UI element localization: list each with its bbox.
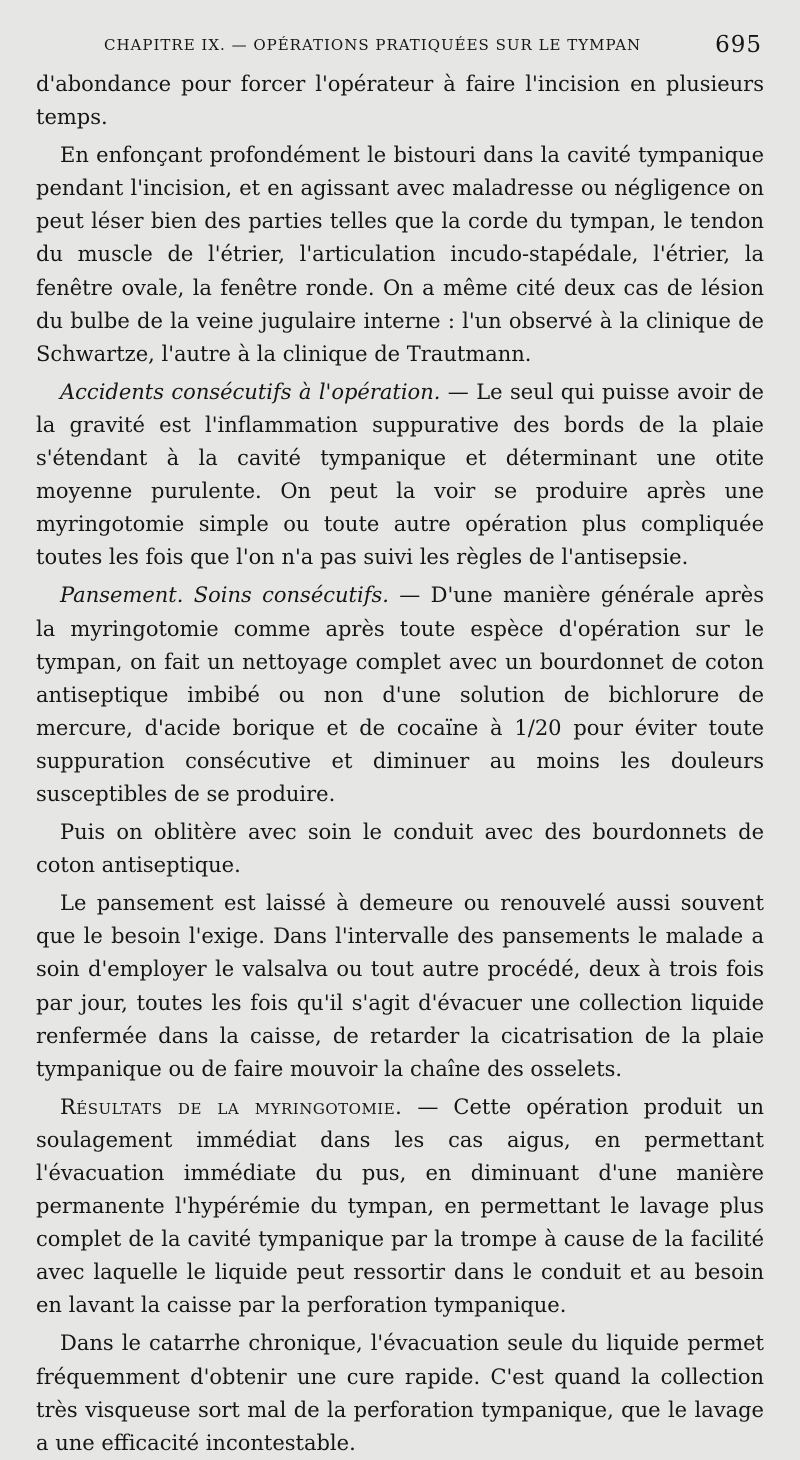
paragraph-pansement bbox=[36, 579, 764, 811]
paragraph-text: — D'une manière générale après la myringotomie comme après toute espèce d'opération sur le tympan, on fait un nettoyage complet avec un bourdonnet de coton antiseptique imbibé ou non d'une solution de bichlorure de mercure, d'acide borique et de cocaïne à 1/20 pour éviter toute suppuration consécutive et diminuer au moins les douleurs susceptibles de se produire. bbox=[36, 583, 764, 806]
paragraph-text: Puis on oblitère avec soin le conduit avec des bourdonnets de coton antiseptique. bbox=[36, 820, 764, 878]
paragraph-renouvele bbox=[36, 887, 764, 1086]
page-number: 695 bbox=[715, 32, 762, 58]
running-head: CHAPITRE IX. — OPÉRATIONS PRATIQUÉES SUR LE TYMPAN bbox=[104, 36, 642, 54]
section-lead-accidents: Accidents consécutifs à l'opération. bbox=[60, 379, 441, 404]
paragraph-text: Le pansement est laissé à demeure ou renouvelé aussi souvent que le besoin l'exige. Dans l'intervalle des pansements le malade a soin d'employer le valsalva ou tout autre procédé, deux à trois fois par jour, toutes les fois qu'il s'agit d'évacuer une collection liquide renfermée dans la caisse, de retarder la cicatrisation de la plaie tympanique ou de faire mouvoir la chaîne des osselets. bbox=[36, 891, 764, 1081]
paragraph-continuation bbox=[36, 68, 764, 134]
section-lead-resultats: Résultats de la myringotomie. bbox=[60, 1094, 403, 1119]
paragraph-oblitere bbox=[36, 816, 764, 882]
section-lead-pansement: Pansement. Soins consécutifs. bbox=[60, 583, 389, 608]
paragraph-catarrhe bbox=[36, 1327, 764, 1459]
page-header bbox=[36, 28, 764, 68]
paragraph-text: — Le seul qui puisse avoir de la gravité est l'inflammation suppurative des bords de la plaie s'étendant à la cavité tympanique et déterminant une otite moyenne purulente. On peut la voir se produire après une myringotomie simple ou toute autre opération plus compliquée toutes les fois que l'on n'a pas suivi les règles de l'antisepsie. bbox=[36, 379, 764, 570]
paragraph-text: — Cette opération produit un soulagement immédiat dans les cas aigus, en permettant l'évacuation immédiate du pus, en diminuant d'une manière permanente l'hypérémie du tympan, en permettant le lavage plus complet de la cavité tympanique par la trompe à cause de la facilité avec laquelle le liquide peut ressortir dans le conduit et au besoin en lavant la caisse par la perforation tympanique. bbox=[36, 1094, 764, 1318]
body-text bbox=[36, 68, 764, 1460]
paragraph-text: Dans le catarrhe chronique, l'évacuation seule du liquide permet fréquemment d'obtenir une cure rapide. C'est quand la collection très visqueuse sort mal de la perforation tympanique, que le lavage a une efficacité incontestable. bbox=[36, 1331, 764, 1455]
paragraph-accidents bbox=[36, 376, 764, 575]
paragraph-resultats bbox=[36, 1091, 764, 1323]
paragraph-text: d'abondance pour forcer l'opérateur à faire l'incision en plusieurs temps. bbox=[36, 72, 764, 130]
paragraph-text: En enfonçant profondément le bistouri dans la cavité tympanique pendant l'incision, et en agissant avec maladresse ou négligence on peut léser bien des parties telles que la corde du tympan, le tendon du muscle de l'étrier, l'articulation incudo-stapédale, l'étrier, la fenêtre ovale, la fenêtre ronde. On a même cité deux cas de lésion du bulbe de la veine jugulaire interne : l'un observé à la clinique de Schwartze, l'autre à la clinique de Trautmann. bbox=[36, 143, 764, 366]
paragraph-complications bbox=[36, 139, 764, 371]
